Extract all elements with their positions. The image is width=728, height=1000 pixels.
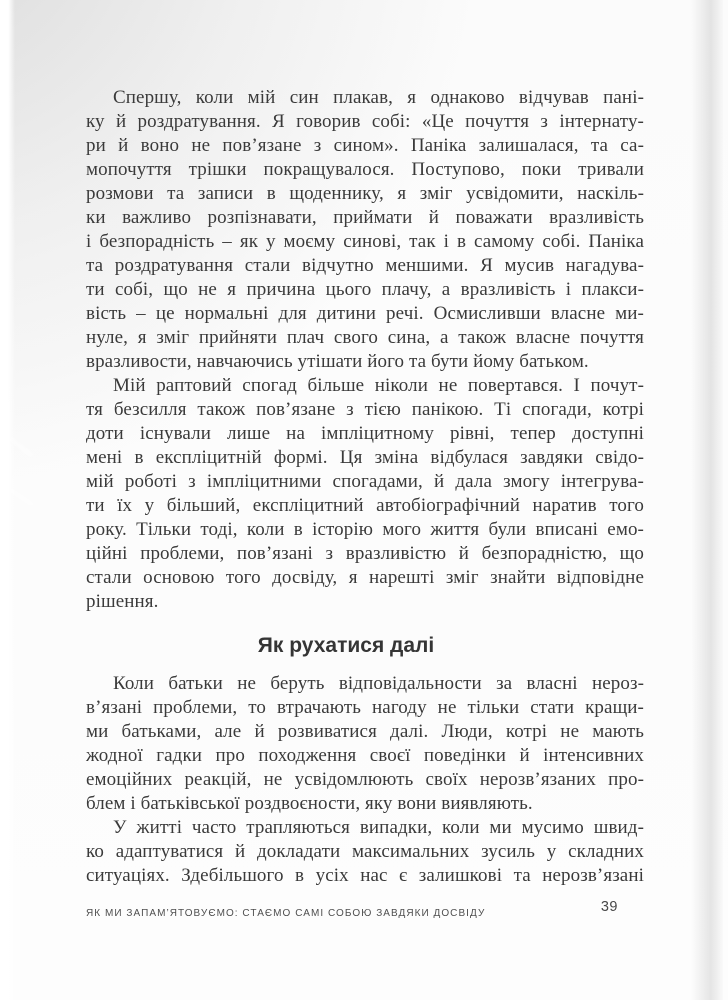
text-line: року. Тільки тоді, коли в історію мого життя були вписані емо- — [86, 519, 644, 540]
text-line: та роздратування стали відчутно меншими. Я мусив нагадува- — [86, 255, 644, 276]
page-footer — [86, 899, 644, 923]
text-line: мопочуття трішки покращувалося. Поступово, поки тривали — [86, 159, 644, 180]
page-right-shadow — [691, 0, 723, 1000]
text-line: тя безсилля також пов’язане з тією панікою. Ті спогади, котрі — [86, 399, 644, 420]
text-line: ри й воно не пов’язане з сином». Паніка залишалася, та са- — [86, 135, 644, 156]
text-line: вість – це нормальні для дитини речі. Осмисливши власне ми- — [86, 303, 644, 324]
text-line: ки важливо розпізнавати, приймати й поважати вразливість — [86, 207, 644, 228]
running-title: ЯК МИ ЗАПАМ’ЯТОВУЄМО: СТАЄМО САМІ СОБОЮ ЗАВДЯКИ ДОСВІДУ — [86, 908, 486, 919]
page-number: 39 — [600, 899, 618, 915]
text-column — [86, 86, 644, 888]
text-line: ку й роздратування. Я говорив собі: «Це почуття з інтернату- — [86, 111, 644, 132]
text-line: Спершу, коли мій син плакав, я однаково відчував пані- — [113, 87, 644, 108]
paragraph-4 — [86, 816, 644, 888]
text-line: ко адаптуватися й докладати максимальних зусиль у складних — [86, 841, 644, 862]
paragraph-2 — [86, 374, 644, 614]
text-line: ційні проблеми, пов’язані з вразливістю й безпорадністю, що — [86, 543, 644, 564]
text-line: жодної гадки про походження своєї поведінки й інтенсивних — [86, 745, 644, 766]
text-line: ти їх у більший, експліцитний автобіографічний наратив того — [86, 495, 644, 516]
page-left-edge — [0, 0, 15, 1000]
text-line: блем і батьківської роздвоєности, яку вони виявляють. — [86, 793, 533, 814]
text-line: емоційних реакцій, не усвідомлюють своїх нерозв’язаних про- — [86, 769, 644, 790]
text-line: в’язані проблеми, то втрачають нагоду не тільки стати кращи- — [86, 697, 644, 718]
section-heading: Як рухатися далі — [257, 634, 435, 657]
text-line: доти існували лише на імпліцитному рівні, тепер доступні — [86, 423, 644, 444]
paragraph-1 — [86, 86, 644, 374]
text-line: ми батьками, але й розвиватися далі. Люди, котрі не мають — [86, 721, 644, 742]
text-line: мені в експліцитній формі. Ця зміна відбулася завдяки свідо- — [86, 447, 644, 468]
text-line: ти собі, що не я причина цього плачу, а вразливість і плакси- — [86, 279, 644, 300]
text-line: розмови та записи в щоденнику, я зміг усвідомити, наскіль- — [86, 183, 644, 204]
text-line: ситуаціях. Здебільшого в усіх нас є залишкові та нерозв’язані — [86, 865, 644, 886]
text-line: вразливости, навчаючись утішати його та бути йому батьком. — [86, 351, 589, 372]
text-line: Коли батьки не беруть відповідальности за власні нероз- — [113, 673, 644, 694]
text-line: У житті часто трапляються випадки, коли ми мусимо швид- — [113, 817, 644, 838]
text-line: нуле, я зміг прийняти плач свого сина, а також власне почуття — [86, 327, 644, 348]
paragraph-3 — [86, 672, 644, 816]
text-line: Мій раптовий спогад більше ніколи не повертався. І почут- — [113, 375, 644, 396]
text-line: і безпорадність – як у моєму синові, так і в самому собі. Паніка — [86, 231, 644, 252]
text-line: стали основою того досвіду, я нарешті зміг знайти відповідне — [86, 567, 644, 588]
text-line: рішення. — [86, 591, 159, 612]
text-line: мій роботі з імпліцитними спогадами, й дала змогу інтегрува- — [86, 471, 644, 492]
